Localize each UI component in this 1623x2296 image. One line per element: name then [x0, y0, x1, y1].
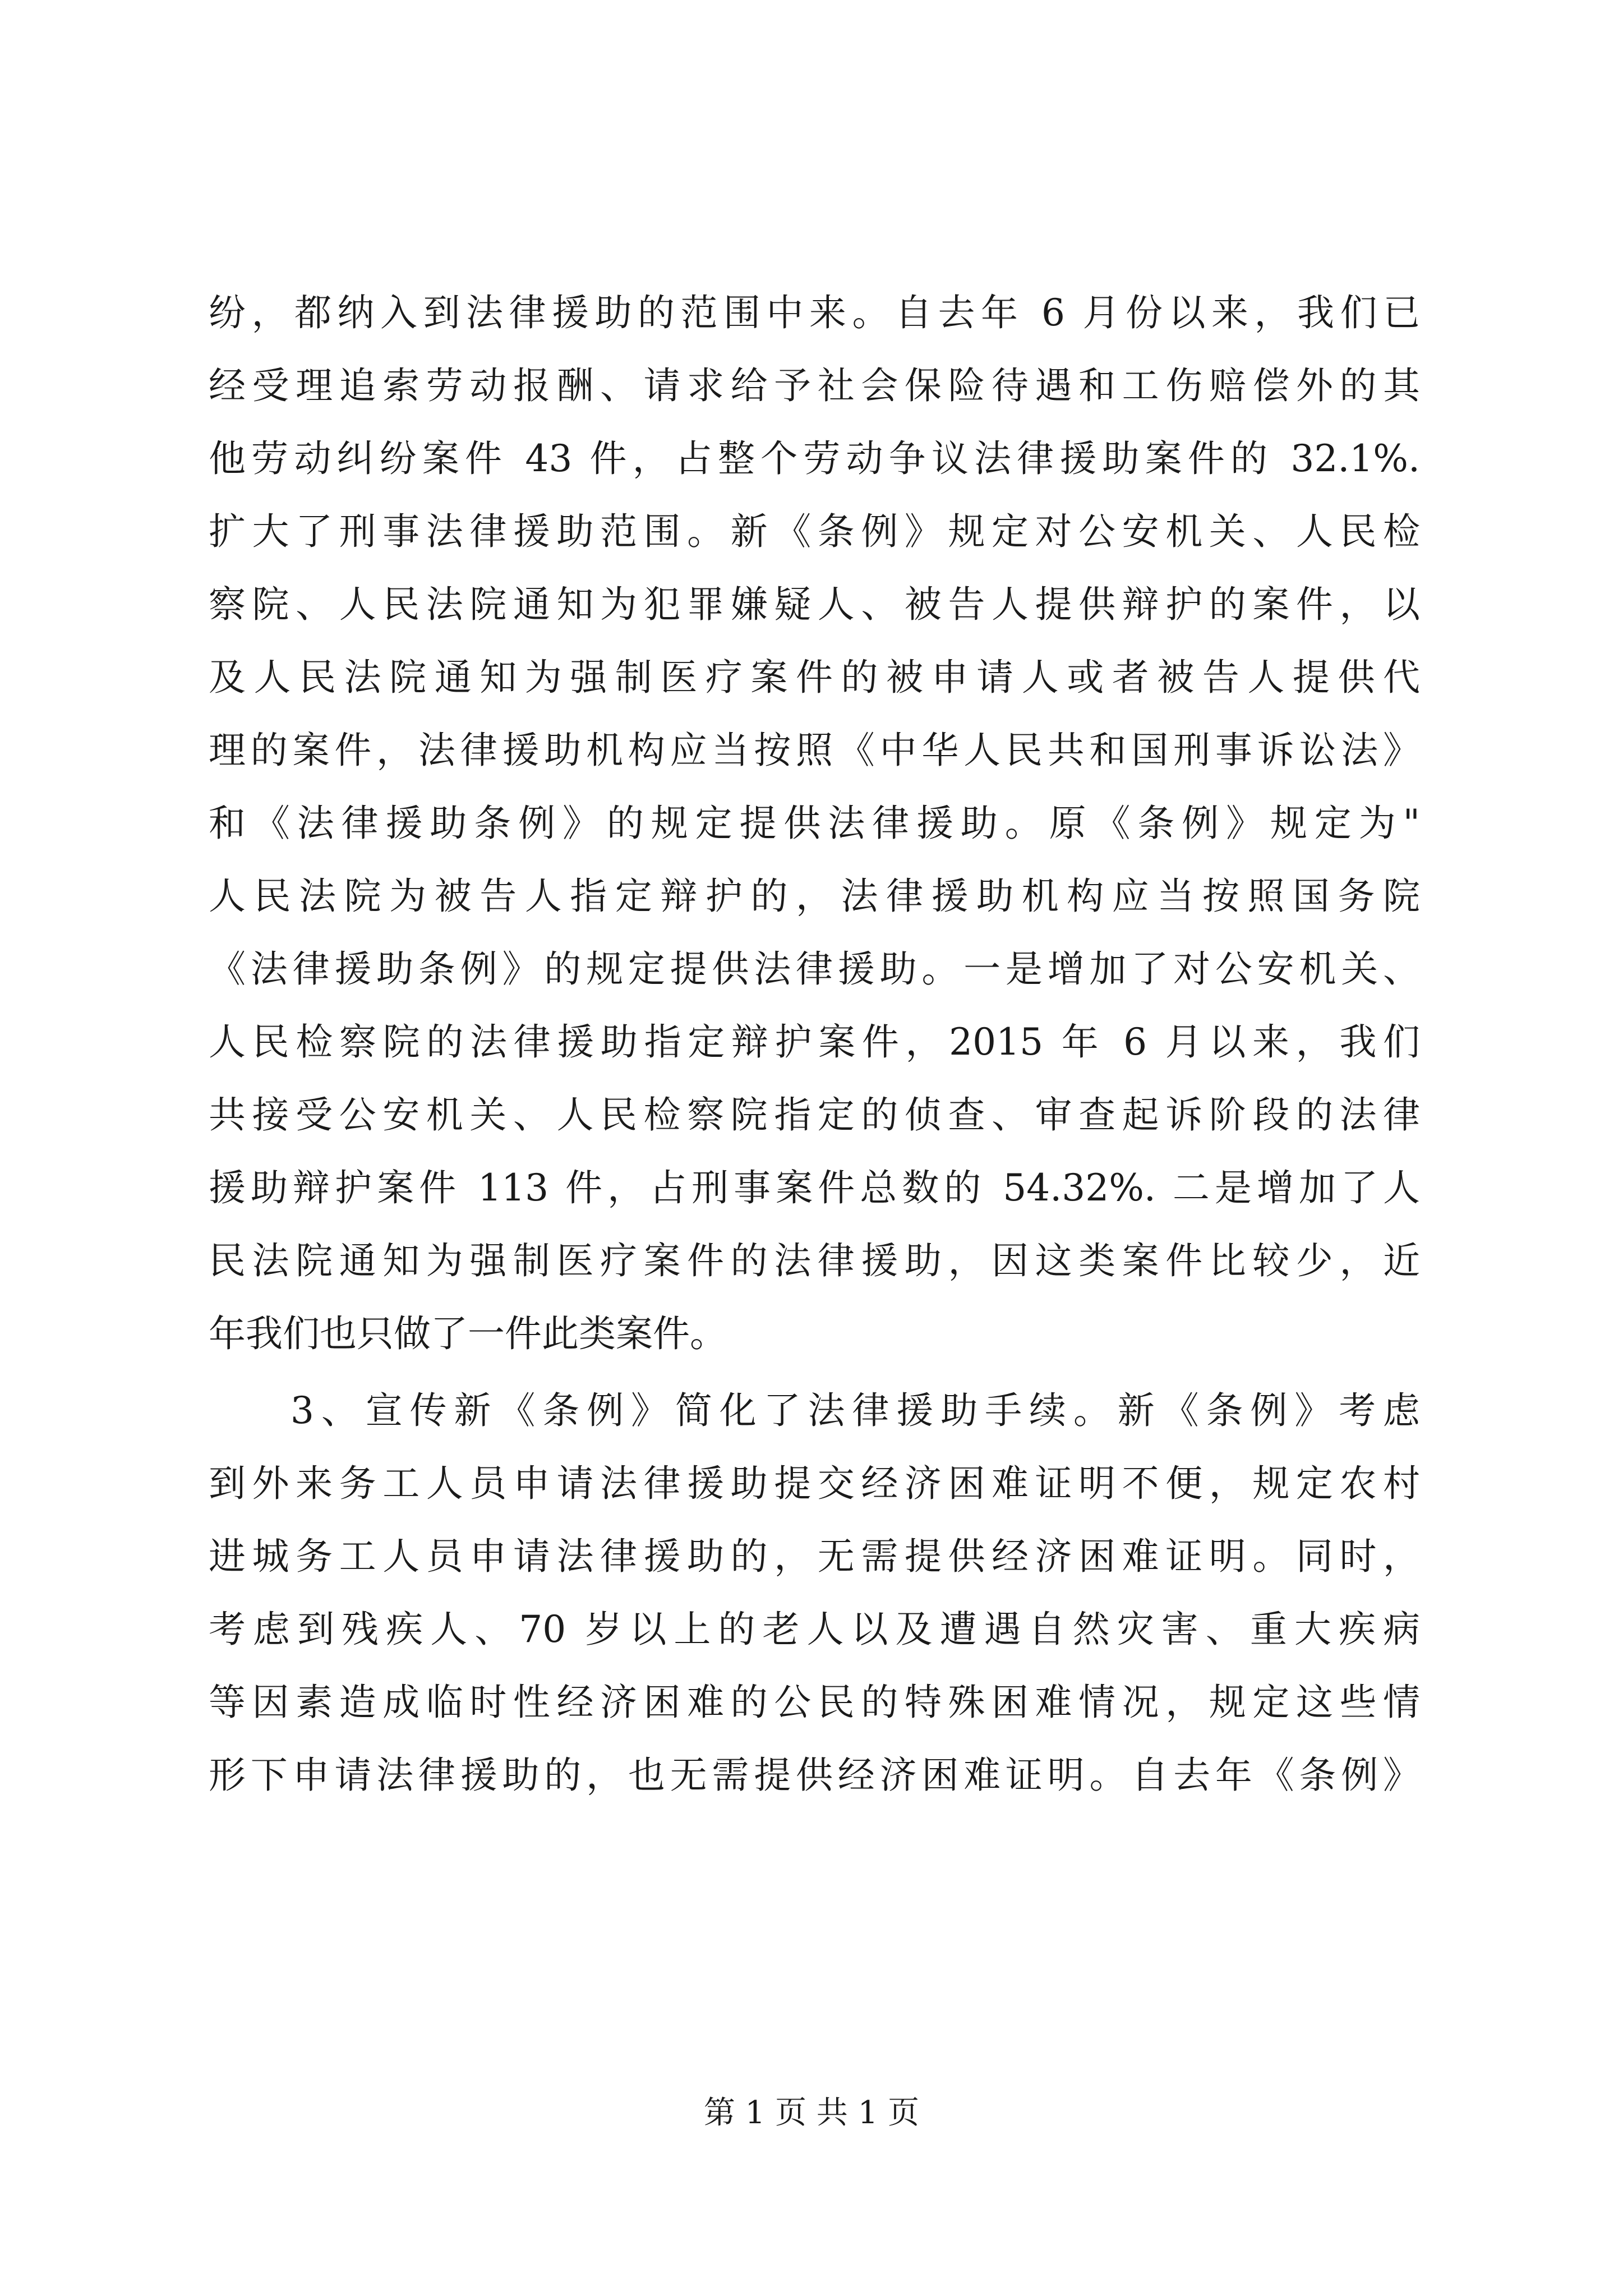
- text-line: 等因素造成临时性经济困难的公民的特殊困难情况，规定这些情: [209, 1681, 1420, 1724]
- text-line: 理的案件，法律援助机构应当按照《中华人民共和国刑事诉讼法》: [209, 729, 1420, 772]
- text-line: 及人民法院通知为强制医疗案件的被申请人或者被告人提供代: [209, 656, 1420, 699]
- text-line: 纷，都纳入到法律援助的范围中来。自去年 6 月份以来，我们已: [209, 291, 1420, 334]
- text-line: 考虑到残疾人、70 岁以上的老人以及遭遇自然灾害、重大疾病: [209, 1608, 1420, 1651]
- text-line: 援助辩护案件 113 件，占刑事案件总数的 54.32%. 二是增加了人: [209, 1166, 1420, 1209]
- text-line: 形下申请法律援助的，也无需提供经济困难证明。自去年《条例》: [209, 1754, 1420, 1797]
- text-line: 共接受公安机关、人民检察院指定的侦查、审查起诉阶段的法律: [209, 1093, 1420, 1137]
- text-line: 民法院通知为强制医疗案件的法律援助，因这类案件比较少，近: [209, 1239, 1420, 1282]
- text-line: 和《法律援助条例》的规定提供法律援助。原《条例》规定为": [209, 802, 1420, 845]
- text-line: 《法律援助条例》的规定提供法律援助。一是增加了对公安机关、: [209, 947, 1420, 991]
- text-line: 扩大了刑事法律援助范围。新《条例》规定对公安机关、人民检: [209, 510, 1420, 553]
- text-line: 年我们也只做了一件此类案件。: [209, 1312, 727, 1355]
- text-line: 人民法院为被告人指定辩护的，法律援助机构应当按照国务院: [209, 875, 1420, 918]
- page-footer: 第 1 页 共 1 页: [703, 2095, 920, 2131]
- text-line: 经受理追索劳动报酬、请求给予社会保险待遇和工伤赔偿外的其: [209, 364, 1420, 407]
- text-line: 他劳动纠纷案件 43 件，占整个劳动争议法律援助案件的 32.1%.: [209, 437, 1420, 480]
- text-line: 察院、人民法院通知为犯罪嫌疑人、被告人提供辩护的案件，以: [209, 583, 1420, 626]
- text-line: 3、宣传新《条例》简化了法律援助手续。新《条例》考虑: [291, 1389, 1420, 1432]
- text-line: 到外来务工人员申请法律援助提交经济困难证明不便，规定农村: [209, 1462, 1420, 1505]
- text-line: 进城务工人员申请法律援助的，无需提供经济困难证明。同时，: [209, 1535, 1420, 1578]
- text-line: 人民检察院的法律援助指定辩护案件，2015 年 6 月以来，我们: [209, 1020, 1420, 1064]
